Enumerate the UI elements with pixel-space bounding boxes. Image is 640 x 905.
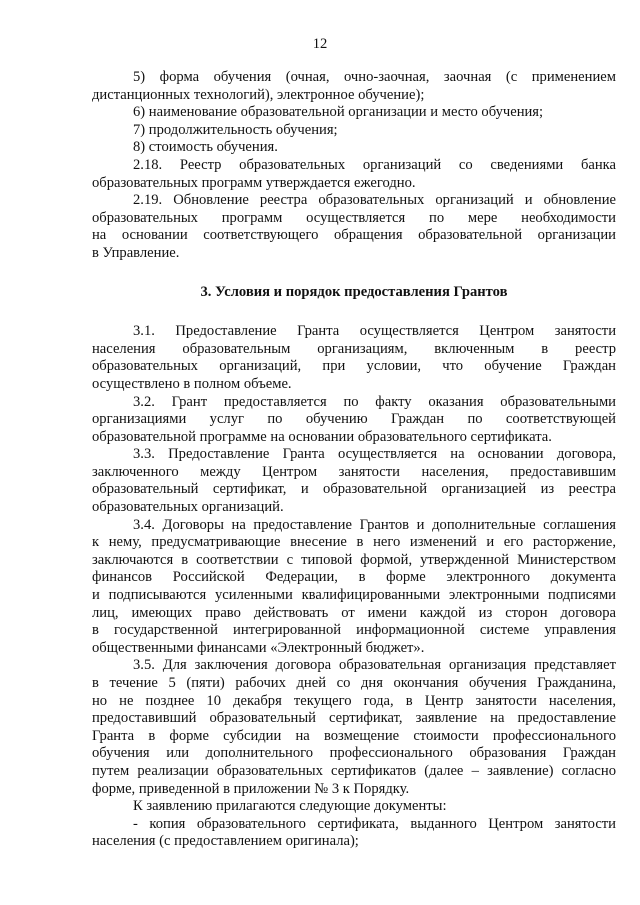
text-line: в течение 5 (пяти) рабочих дней со дня окончания обучения Гражданина, xyxy=(92,675,616,691)
text-line: - копия образовательного сертификата, выданного Центром занятости xyxy=(133,815,616,832)
page-number: 12 xyxy=(312,36,328,52)
text-line: образовательных программ осуществляется по мере необходимости xyxy=(92,209,616,226)
text-line: осуществлено в полном объеме. xyxy=(92,375,292,392)
text-line: заключенного между Центром занятости населения, предоставившим xyxy=(92,463,616,480)
text-line: образовательных организаций. xyxy=(92,499,284,516)
section-text xyxy=(92,323,616,851)
text-line: 3.4. Договоры на предоставление Грантов и дополнительные соглашения xyxy=(133,516,616,533)
text-line: общественными финансами «Электронный бюджет». xyxy=(92,639,425,656)
text-line: но не позднее 10 декабря текущего года, в Центр занятости населения, xyxy=(92,692,616,709)
text-line: образовательный сертификат, и образовательной организацией из реестра xyxy=(92,481,616,498)
text-line: 8) стоимость обучения. xyxy=(133,139,278,156)
text-line: к нему, предусматривающие внесение в него изменений и его расторжение, xyxy=(92,534,616,551)
text-line: образовательных организаций, при условии, что обучение Граждан xyxy=(92,358,616,375)
text-line: лиц, имеющих право действовать от имени каждой из сторон договора xyxy=(92,604,616,621)
text-line: 5) форма обучения (очная, очно-заочная, заочная (с применением xyxy=(133,69,616,85)
list-items xyxy=(92,69,616,263)
text-line: К заявлению прилагаются следующие документы: xyxy=(133,798,447,815)
text-line: 3.5. Для заключения договора образовательная организация представляет xyxy=(133,657,616,674)
text-line: образовательных программ утверждается ежегодно. xyxy=(92,174,416,191)
text-line: 3.3. Предоставление Гранта осуществляется на основании договора, xyxy=(133,446,616,463)
text-line: обучения или дополнительного профессионального образования Граждан xyxy=(92,745,616,762)
text-line: финансов Российской Федерации, в форме электронного документа xyxy=(92,569,616,586)
text-line: 2.19. Обновление реестра образовательных организаций и обновление xyxy=(133,192,616,209)
text-line: на основании соответствующего обращения образовательной организации xyxy=(92,227,616,244)
text-line: 3.2. Грант предоставляется по факту оказания образовательными xyxy=(133,393,616,410)
text-line: и подписываются усиленными квалифицированными электронными подписями xyxy=(92,587,616,604)
text-line: путем реализации образовательных сертификатов (далее – заявление) согласно xyxy=(92,762,616,779)
text-line: образовательной программе на основании образовательного сертификата. xyxy=(92,428,552,445)
text-line: предоставивший образовательный сертификат, заявление на предоставление xyxy=(92,710,616,727)
text-line: в Управление. xyxy=(92,244,180,261)
text-line: населения образовательным организациям, включенным в реестр xyxy=(92,340,616,357)
text-line: организациями услуг по обучению Граждан по соответствующей xyxy=(92,411,616,428)
text-line: 3.1. Предоставление Гранта осуществляется Центром занятости xyxy=(133,323,616,340)
text-line: 7) продолжительность обучения; xyxy=(133,121,338,138)
text-line: 6) наименование образовательной организации и место обучения; xyxy=(133,104,544,121)
text-line: Гранта в форме субсидии на возмещение стоимости профессионального xyxy=(92,727,616,744)
section-heading: 3. Условия и порядок предоставления Грантов xyxy=(200,283,508,300)
text-line: заключаются в соответствии с типовой формой, утвержденной Министерством xyxy=(92,551,616,568)
text-line: в государственной интегрированной информационной системе управления xyxy=(92,622,616,639)
text-line: населения (с предоставлением оригинала); xyxy=(92,833,359,850)
text-line: 2.18. Реестр образовательных организаций со сведениями банка xyxy=(133,156,616,173)
text-line: форме, приведенной в приложении № 3 к Порядку. xyxy=(92,780,410,797)
document-body xyxy=(92,69,616,851)
text-line: дистанционных технологий), электронное обучение); xyxy=(92,86,425,103)
